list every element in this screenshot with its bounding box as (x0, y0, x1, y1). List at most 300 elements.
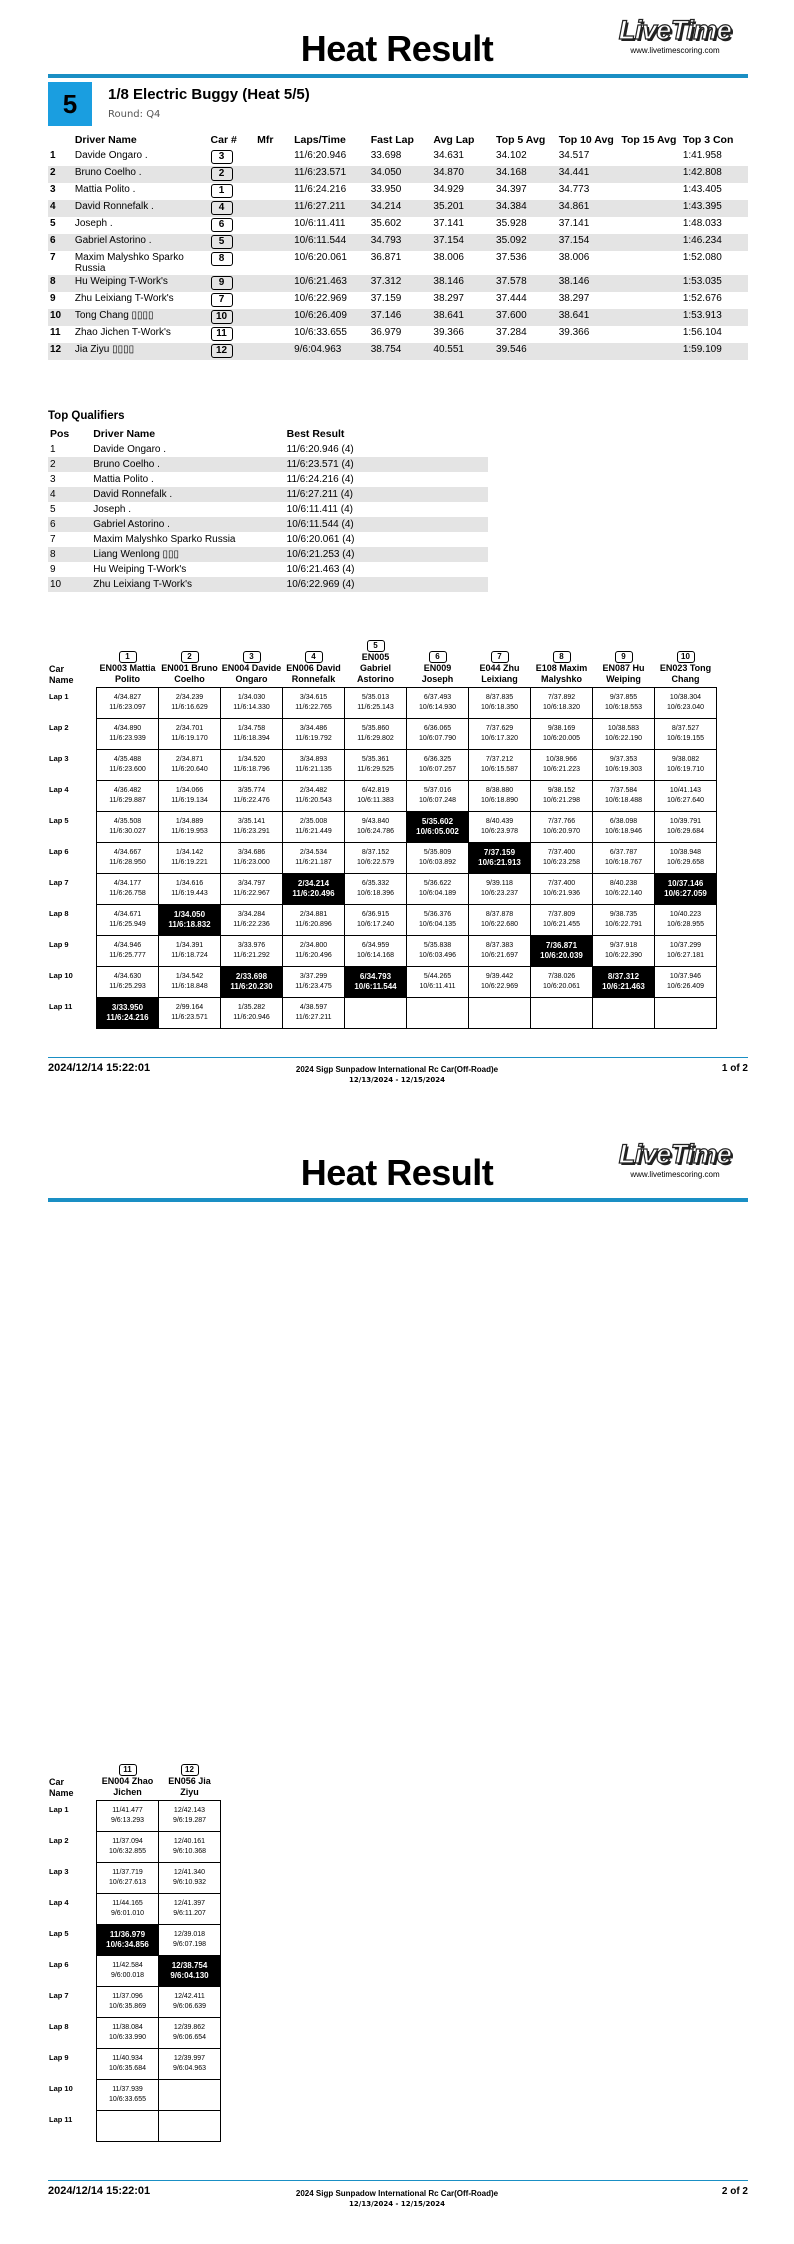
lap-time-cell (345, 719, 407, 750)
results-cell-car (209, 166, 256, 183)
lap-cumulative-time: 11/6:25.777 (109, 952, 146, 959)
lap-time-cell (97, 2049, 159, 2080)
lap-position-time: 7/37.892 (547, 694, 576, 701)
lap-position-time: 7/36.871 (545, 941, 578, 950)
car-column-header (283, 640, 345, 688)
lap-row (48, 2111, 221, 2142)
lap-time-cell (221, 781, 283, 812)
lap-cumulative-time: 11/6:19.953 (171, 828, 208, 835)
lap-cumulative-time: 10/6:11.383 (357, 797, 394, 804)
lap-row (48, 2049, 221, 2080)
car-driver-name: E108 Maxim Malyshko (535, 663, 588, 684)
lap-time-cell (159, 2049, 221, 2080)
lap-time-cell (593, 967, 655, 998)
lap-time-cell (97, 2018, 159, 2049)
results-cell-laps_time: 10/6:21.463 (292, 275, 369, 292)
lap-time-cell (655, 998, 717, 1029)
qualifiers-cell-driver: Bruno Coelho . (91, 457, 284, 472)
lap-position-time: 8/40.238 (609, 880, 638, 887)
lap-cumulative-time: 10/6:27.059 (664, 889, 707, 898)
lap-position-time: 2/34.701 (175, 725, 204, 732)
lap-cumulative-time: 11/6:18.848 (171, 983, 208, 990)
qualifiers-cell-best: 10/6:11.411 (4) (286, 504, 353, 515)
qualifiers-column-header: Best Result (286, 428, 345, 440)
results-cell-driver: David Ronnefalk . (73, 200, 209, 217)
lap-position-time: 2/34.871 (175, 756, 204, 763)
qualifiers-cell-pos: 2 (48, 457, 91, 472)
lap-position-time: 7/37.212 (485, 756, 514, 763)
lap-cumulative-time: 9/6:06.639 (172, 2003, 207, 2010)
lap-time-cell (97, 688, 159, 719)
lap-cumulative-time: 11/6:21.292 (233, 952, 270, 959)
lap-time-cell (531, 688, 593, 719)
footer-event-dates-2: 12/13/2024 - 12/15/2024 (349, 2200, 445, 2208)
lap-cumulative-time: 10/6:32.855 (109, 1848, 146, 1855)
lap-label: Lap 7 (49, 877, 69, 887)
qualifiers-cell-pos: 1 (50, 444, 56, 455)
lap-position-time: 2/99.164 (175, 1004, 204, 1011)
lap-label: Lap 7 (49, 1990, 69, 2000)
footer-printed-date-2: 2024/12/14 15:22:01 (48, 2185, 151, 2197)
footer-page-number-2: 2 of 2 (721, 2186, 748, 2197)
lap-time-cell (593, 781, 655, 812)
results-cell-top15 (619, 292, 680, 309)
results-cell-mfr (255, 343, 292, 360)
results-cell-top10: 34.773 (558, 184, 590, 195)
car-number-badge: 3 (211, 150, 233, 164)
results-cell-avg: 35.201 (431, 200, 494, 217)
results-cell-avg: 37.154 (431, 234, 494, 251)
lap-position-time: 2/33.698 (235, 972, 268, 981)
lap-cumulative-time: 10/6:20.061 (543, 983, 580, 990)
lap-time-cell (531, 750, 593, 781)
results-cell-fast: 33.950 (370, 184, 402, 195)
results-cell-top3: 1:43.405 (682, 184, 722, 195)
lap-position-time: 7/37.629 (485, 725, 514, 732)
qualifiers-cell-best: 11/6:20.946 (4) (286, 444, 354, 455)
results-cell-top3: 1:43.395 (681, 200, 748, 217)
results-cell-avg: 34.870 (431, 166, 494, 183)
lap-time-cell (97, 936, 159, 967)
lap-time-cell (469, 843, 531, 874)
lap-position-time: 9/37.855 (609, 694, 638, 701)
lap-position-time: 7/38.026 (547, 973, 576, 980)
lap-label: Lap 2 (49, 1835, 69, 1845)
results-cell-top10: 39.366 (558, 327, 590, 338)
lap-position-time: 6/35.332 (361, 880, 390, 887)
lap-cumulative-time: 10/6:04.189 (419, 890, 456, 897)
results-cell-car (209, 149, 256, 166)
results-cell-top15 (619, 200, 680, 217)
lap-time-cell (221, 750, 283, 781)
lap-position-time: 2/34.881 (299, 911, 328, 918)
car-number-badge: 1 (211, 184, 233, 198)
results-cell-top3: 1:42.808 (681, 166, 748, 183)
results-cell-fast: 37.312 (369, 275, 432, 292)
lap-time-cell (159, 967, 221, 998)
lap-time-cell (97, 2080, 159, 2111)
lap-cumulative-time: 10/6:23.258 (543, 859, 580, 866)
lap-position-time: 11/44.165 (112, 1900, 143, 1907)
lap-label: Lap 5 (49, 815, 69, 825)
lap-position-time: 4/34.890 (113, 725, 142, 732)
lap-row (48, 750, 717, 781)
lap-time-cell (97, 1956, 159, 1987)
lap-cumulative-time: 10/6:23.978 (481, 828, 518, 835)
results-cell-laps_time: 10/6:22.969 (294, 293, 347, 304)
lap-cumulative-time: 10/6:21.223 (543, 766, 580, 773)
results-cell-top5: 34.168 (494, 166, 557, 183)
lap-time-cell (407, 719, 469, 750)
lap-cumulative-time: 10/6:21.298 (543, 797, 580, 804)
lap-cumulative-time: 11/6:18.832 (168, 920, 211, 929)
results-cell-top3: 1:48.033 (682, 218, 722, 229)
car-number-badge: 2 (211, 167, 233, 181)
results-cell-top3: 1:52.080 (682, 252, 722, 263)
heat-number-badge: 5 (48, 82, 92, 126)
lap-position-time: 9/39.442 (485, 973, 514, 980)
lap-position-time: 3/33.976 (237, 942, 266, 949)
results-column-header: Avg Lap (433, 134, 475, 146)
lap-time-cell (345, 843, 407, 874)
lap-position-time: 2/35.008 (299, 818, 328, 825)
lap-cumulative-time: 10/6:05.002 (416, 827, 459, 836)
lap-cumulative-time: 11/6:19.792 (295, 735, 332, 742)
results-cell-mfr (255, 309, 292, 326)
lap-cumulative-time: 11/6:25.949 (109, 921, 146, 928)
results-cell-driver: Gabriel Astorino . (73, 234, 209, 251)
lap-time-cell (345, 998, 407, 1029)
lap-time-cell (283, 719, 345, 750)
lap-position-time: 5/35.860 (361, 725, 390, 732)
lap-position-time: 11/37.096 (112, 1993, 143, 2000)
lap-time-cell (469, 719, 531, 750)
lap-time-cell (159, 1987, 221, 2018)
lap-position-time: 11/40.934 (112, 2055, 143, 2062)
lap-cumulative-time: 10/6:34.856 (106, 1940, 149, 1949)
lap-time-cell (283, 967, 345, 998)
lap-cumulative-time: 10/6:18.553 (605, 704, 642, 711)
lap-time-cell (97, 1801, 159, 1832)
lap-cumulative-time: 10/6:21.697 (481, 952, 518, 959)
results-cell-top5: 34.102 (496, 150, 527, 161)
lap-cumulative-time: 10/6:29.658 (667, 859, 704, 866)
lap-cumulative-time: 11/6:26.758 (109, 890, 146, 897)
results-cell-top5: 37.536 (496, 252, 527, 263)
lap-position-time: 10/38.948 (669, 849, 702, 856)
lap-position-time: 3/35.141 (237, 818, 266, 825)
lap-position-time: 8/37.527 (671, 725, 700, 732)
results-cell-pos: 7 (50, 252, 56, 263)
results-cell-top3: 1:52.676 (682, 293, 722, 304)
results-cell-avg: 38.146 (431, 275, 494, 292)
table-row (48, 234, 748, 251)
lap-cumulative-time: 10/6:11.411 (419, 983, 456, 990)
lap-time-cell (655, 781, 717, 812)
lap-position-time: 9/38.169 (547, 725, 576, 732)
results-cell-fast: 37.146 (369, 309, 432, 326)
lap-cumulative-time: 9/6:01.010 (110, 1910, 145, 1917)
lap-position-time: 1/34.391 (175, 942, 204, 949)
car-column-header (97, 1764, 159, 1801)
lap-cumulative-time: 10/6:27.640 (667, 797, 704, 804)
lap-position-time: 8/37.152 (361, 849, 390, 856)
lap-time-cell (469, 936, 531, 967)
table-row (48, 200, 748, 217)
lap-position-time: 12/38.754 (171, 1961, 208, 1970)
lap-cumulative-time: 9/6:10.932 (172, 1879, 207, 1886)
lap-cumulative-time: 11/6:23.097 (109, 704, 146, 711)
car-number-badge: 7 (211, 293, 233, 307)
lap-time-cell (283, 812, 345, 843)
lap-cumulative-time: 10/6:22.390 (605, 952, 642, 959)
footer-event-name-2: 2024 Sigp Sunpadow International Rc Car(Off-Road)e (295, 2189, 499, 2198)
lap-position-time: 7/37.809 (547, 911, 576, 918)
lap-label: Lap 10 (49, 2083, 73, 2093)
lap-label: Lap 6 (49, 1959, 69, 1969)
lap-time-cell (469, 688, 531, 719)
lap-time-cell (159, 688, 221, 719)
lap-label: Lap 11 (49, 2114, 73, 2124)
lap-cumulative-time: 10/6:18.890 (481, 797, 518, 804)
qualifiers-cell-best: 10/6:21.253 (4) (285, 547, 488, 562)
lap-cumulative-time: 11/6:28.950 (109, 859, 146, 866)
results-cell-top10: 38.297 (558, 293, 590, 304)
lap-time-cell (593, 843, 655, 874)
car-number-badge: 2 (181, 651, 199, 663)
lap-cumulative-time: 11/6:20.230 (230, 982, 273, 991)
lap-time-cell (593, 874, 655, 905)
lap-position-time: 5/35.809 (423, 849, 452, 856)
lap-label: Lap 2 (49, 722, 69, 732)
lap-cumulative-time: 11/6:14.330 (233, 704, 270, 711)
lap-row (48, 688, 717, 719)
results-cell-top10 (557, 343, 620, 360)
results-cell-avg: 34.631 (433, 150, 464, 161)
results-cell-top15 (619, 251, 680, 275)
header-rule (48, 74, 748, 78)
lap-position-time: 6/42.819 (361, 787, 390, 794)
results-cell-pos: 12 (48, 343, 73, 360)
lap-time-cell (407, 750, 469, 781)
lap-cumulative-time: 11/6:22.967 (233, 890, 270, 897)
lap-position-time: 4/34.667 (113, 849, 142, 856)
lap-position-time: 5/44.265 (423, 973, 452, 980)
lap-cumulative-time: 11/6:18.394 (233, 735, 270, 742)
lap-position-time: 8/37.878 (485, 911, 514, 918)
lap-cumulative-time: 10/6:14.930 (419, 704, 456, 711)
results-cell-top5: 37.600 (494, 309, 557, 326)
lap-time-cell (221, 843, 283, 874)
lap-time-cell (345, 750, 407, 781)
results-cell-top5: 34.397 (496, 184, 527, 195)
lap-position-time: 6/37.787 (609, 849, 638, 856)
car-driver-name: EN056 Jia Ziyu (168, 1776, 211, 1797)
lap-time-cell (469, 781, 531, 812)
results-cell-top3: 1:53.035 (681, 275, 748, 292)
lap-cumulative-time: 10/6:22.680 (481, 921, 518, 928)
header-rule-2 (48, 1198, 748, 1202)
lap-label: Lap 6 (49, 846, 69, 856)
lap-cumulative-time: 11/6:22.236 (233, 921, 270, 928)
lap-label: Lap 4 (49, 784, 69, 794)
car-number-badge: 11 (211, 327, 233, 341)
lap-position-time: 1/34.542 (175, 973, 204, 980)
results-cell-driver: Hu Weiping T-Work's (73, 275, 209, 292)
car-column-header (531, 640, 593, 688)
results-column-header: Top 10 Avg (558, 134, 614, 146)
lap-time-cell (97, 781, 159, 812)
car-driver-name: EN006 David Ronnefalk (286, 663, 341, 684)
lap-row (48, 967, 717, 998)
lap-time-cell (97, 750, 159, 781)
lap-position-time: 3/34.893 (299, 756, 328, 763)
lap-time-cell (97, 1925, 159, 1956)
qualifiers-cell-pos: 7 (50, 534, 56, 545)
lap-cumulative-time: 10/6:18.396 (357, 890, 394, 897)
lap-row (48, 936, 717, 967)
logo-text-2: LiveTime (618, 1139, 732, 1169)
page-title-2: Heat Result (300, 1152, 494, 1193)
lap-time-cell (97, 2111, 159, 2142)
results-cell-top15 (619, 309, 680, 326)
lap-time-cell (283, 781, 345, 812)
lap-position-time: 2/34.482 (299, 787, 328, 794)
table-row (48, 217, 748, 234)
lap-cumulative-time: 11/6:21.449 (295, 828, 332, 835)
results-cell-top3: 1:46.234 (681, 234, 748, 251)
results-cell-driver: Davide Ongaro . (74, 150, 148, 161)
lap-position-time: 11/37.094 (112, 1838, 143, 1845)
lap-time-cell (159, 812, 221, 843)
table-row (48, 292, 748, 309)
lap-chart-page2 (48, 1764, 221, 2142)
results-cell-driver: Tong Chang ▯▯▯▯ (73, 309, 209, 326)
results-cell-car (209, 326, 256, 343)
lap-cumulative-time: 10/6:18.350 (481, 704, 518, 711)
car-number-badge: 8 (553, 651, 571, 663)
top-qualifiers-table (48, 426, 488, 592)
lap-cumulative-time: 11/6:18.724 (171, 952, 208, 959)
lap-cumulative-time: 9/6:04.130 (170, 1971, 209, 1980)
lap-chart-corner (48, 640, 97, 688)
lap-cumulative-time: 11/6:23.000 (233, 859, 270, 866)
lap-cumulative-time: 10/6:07.257 (419, 766, 456, 773)
lap-label: Lap 9 (49, 939, 69, 949)
lap-cumulative-time: 11/6:18.796 (233, 766, 270, 773)
lap-time-cell (469, 750, 531, 781)
logo-url-2: www.livetimescoring.com (630, 1170, 720, 1179)
results-cell-fast: 36.871 (370, 252, 402, 263)
livetime-logo (600, 16, 750, 55)
results-column-header: Laps/Time (294, 134, 346, 146)
results-cell-pos: 3 (50, 184, 56, 195)
results-cell-pos: 4 (48, 200, 73, 217)
lap-position-time: 9/38.082 (671, 756, 700, 763)
lap-position-time: 10/39.791 (669, 818, 702, 825)
results-cell-top10: 34.861 (557, 200, 620, 217)
lap-cumulative-time: 10/6:07.248 (419, 797, 456, 804)
lap-cumulative-time: 11/6:23.291 (233, 828, 270, 835)
lap-position-time: 5/37.016 (423, 787, 452, 794)
lap-time-cell (221, 905, 283, 936)
results-cell-top10: 38.641 (557, 309, 620, 326)
lap-position-time: 8/38.880 (485, 787, 514, 794)
results-cell-top15 (619, 326, 680, 343)
results-cell-top5: 37.444 (496, 293, 527, 304)
lap-row (48, 1956, 221, 1987)
lap-cumulative-time: 10/6:21.463 (602, 982, 645, 991)
lap-time-cell (345, 967, 407, 998)
lap-time-cell (655, 874, 717, 905)
lap-cumulative-time: 9/6:11.207 (173, 1910, 206, 1917)
lap-chart-header-row (48, 640, 717, 688)
results-column-header: Fast Lap (370, 134, 414, 146)
lap-cumulative-time: 11/6:23.939 (109, 735, 146, 742)
lap-position-time: 12/39.862 (173, 2024, 206, 2031)
results-cell-car (209, 183, 256, 200)
car-number-badge: 9 (211, 276, 233, 290)
results-cell-mfr (255, 183, 292, 200)
lap-row (48, 1863, 221, 1894)
lap-position-time: 11/38.084 (112, 2024, 143, 2031)
lap-time-cell (97, 843, 159, 874)
lap-time-cell (407, 812, 469, 843)
results-cell-car (209, 234, 256, 251)
lap-time-cell (345, 812, 407, 843)
round-label: Round: Q4 (108, 109, 161, 120)
lap-position-time: 3/34.615 (299, 694, 328, 701)
car-driver-name: EN087 Hu Weiping (602, 663, 645, 684)
lap-position-time: 10/40.223 (669, 911, 702, 918)
lap-time-cell (593, 998, 655, 1029)
lap-time-cell (159, 781, 221, 812)
lap-cumulative-time: 10/6:03.496 (419, 952, 456, 959)
footer-printed-date: 2024/12/14 15:22:01 (48, 1062, 151, 1074)
lap-position-time: 5/35.013 (361, 694, 390, 701)
lap-time-cell (593, 936, 655, 967)
lap-time-cell (97, 1987, 159, 2018)
lap-cumulative-time: 10/6:21.936 (543, 890, 580, 897)
lap-cumulative-time: 10/6:26.409 (667, 983, 704, 990)
results-cell-pos: 5 (50, 218, 56, 229)
event-name: 1/8 Electric Buggy (Heat 5/5) (108, 86, 310, 103)
lap-time-cell (407, 843, 469, 874)
results-cell-avg: 40.551 (431, 343, 494, 360)
lap-label: Lap 5 (49, 1928, 69, 1938)
lap-time-cell (469, 967, 531, 998)
lap-row (48, 781, 717, 812)
results-cell-top5: 34.384 (494, 200, 557, 217)
lap-time-cell (221, 688, 283, 719)
lap-cumulative-time: 10/6:33.990 (109, 2034, 146, 2041)
results-cell-fast: 34.214 (369, 200, 432, 217)
results-cell-laps_time: 11/6:23.571 (292, 166, 369, 183)
lap-cumulative-time: 11/6:19.443 (171, 890, 208, 897)
results-cell-fast: 34.050 (369, 166, 432, 183)
lap-position-time: 1/34.066 (175, 787, 204, 794)
car-number-badge: 3 (243, 651, 261, 663)
lap-time-cell (283, 905, 345, 936)
lap-time-cell (283, 874, 345, 905)
lap-position-time: 3/33.950 (111, 1003, 144, 1012)
lap-label: Lap 9 (49, 2052, 69, 2062)
lap-time-cell (159, 1956, 221, 1987)
results-cell-car (209, 309, 256, 326)
results-cell-laps_time: 10/6:11.544 (292, 234, 369, 251)
lap-position-time: 3/34.486 (299, 725, 328, 732)
car-column-header (593, 640, 655, 688)
